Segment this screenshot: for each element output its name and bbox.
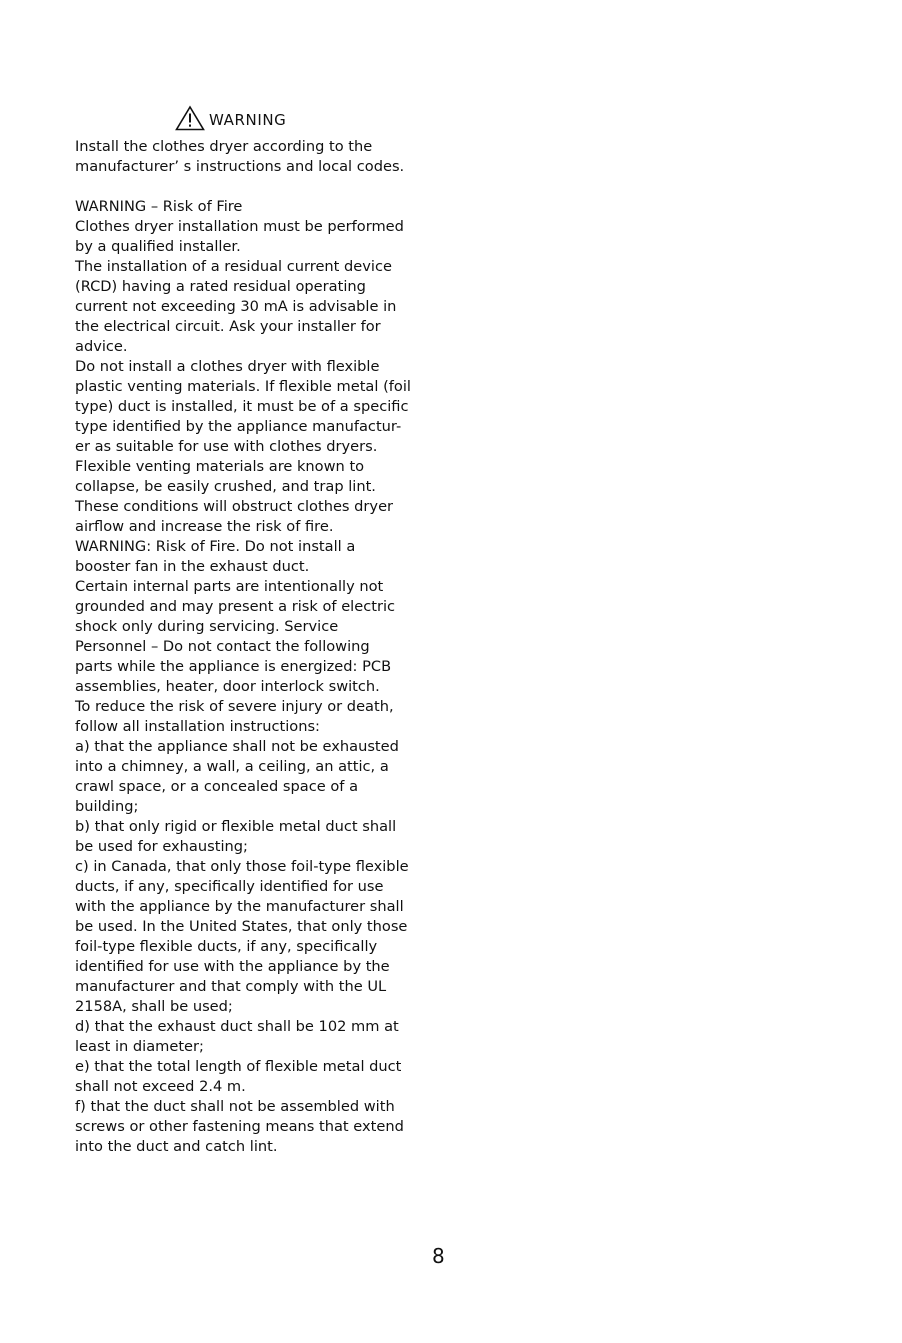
text-line: identified for use with the appliance by the [75,958,390,975]
text-line: b) that only rigid or flexible metal duct shall [75,818,397,835]
text-line: foil-type flexible ducts, if any, specifically [75,938,378,955]
text-line: grounded and may present a risk of electric [75,598,396,615]
warning-heading [175,103,286,131]
text-line: plastic venting materials. If flexible metal (foil [75,378,411,395]
text-line: Clothes dryer installation must be performed [75,218,404,235]
text-line: building; [75,798,139,815]
text-line: WARNING – Risk of Fire [75,198,243,215]
text-line: collapse, be easily crushed, and trap lint. [75,478,376,495]
warning-text-body [75,137,420,1157]
text-line: To reduce the risk of severe injury or death, [75,698,394,715]
text-line: booster fan in the exhaust duct. [75,558,310,575]
warning-label: WARNING [209,111,287,129]
text-line: follow all installation instructions: [75,718,320,735]
text-line: assemblies, heater, door interlock switch. [75,678,380,695]
text-line: the electrical circuit. Ask your installer for [75,318,381,335]
text-line: into the duct and catch lint. [75,1138,278,1155]
text-line: Install the clothes dryer according to the [75,138,373,155]
text-line: Flexible venting materials are known to [75,458,365,475]
text-line: be used. In the United States, that only those [75,918,408,935]
text-line: manufacturer and that comply with the UL [75,978,387,995]
warning-triangle-icon [175,105,205,131]
blank-line [75,177,420,197]
text-line: er as suitable for use with clothes dryers. [75,438,378,455]
text-line: Do not install a clothes dryer with flexible [75,358,380,375]
text-line: 2158A, shall be used; [75,998,233,1015]
text-line: e) that the total length of flexible metal duct [75,1058,402,1075]
text-line: Certain internal parts are intentionally not [75,578,384,595]
text-line: type) duct is installed, it must be of a specific [75,398,409,415]
text-line: shock only during servicing. Service [75,618,339,635]
text-line: into a chimney, a wall, a ceiling, an attic, a [75,758,389,775]
text-line: least in diameter; [75,1038,204,1055]
text-line: (RCD) having a rated residual operating [75,278,366,295]
text-line: shall not exceed 2.4 m. [75,1078,246,1095]
text-line: type identified by the appliance manufactur- [75,418,402,435]
text-line: a) that the appliance shall not be exhausted [75,738,399,755]
text-line: airflow and increase the risk of fire. [75,518,334,535]
text-line: by a qualified installer. [75,238,241,255]
text-line: These conditions will obstruct clothes dryer [75,498,394,515]
text-line: Personnel – Do not contact the following [75,638,370,655]
text-line: d) that the exhaust duct shall be 102 mm at [75,1018,399,1035]
text-line: crawl space, or a concealed space of a [75,778,359,795]
text-line: be used for exhausting; [75,838,248,855]
text-line: f) that the duct shall not be assembled with [75,1098,395,1115]
text-line: manufacturer’ s instructions and local codes. [75,158,405,175]
text-line: screws or other fastening means that extend [75,1118,404,1135]
text-line: c) in Canada, that only those foil-type flexible [75,858,409,875]
text-line: ducts, if any, specifically identified for use [75,878,384,895]
text-line: The installation of a residual current device [75,258,392,275]
text-line: with the appliance by the manufacturer shall [75,898,404,915]
text-line: parts while the appliance is energized: PCB [75,658,392,675]
text-line: current not exceeding 30 mA is advisable in [75,298,397,315]
page-number: 8 [432,1244,445,1268]
text-line: advice. [75,338,128,355]
text-line: WARNING: Risk of Fire. Do not install a [75,538,356,555]
